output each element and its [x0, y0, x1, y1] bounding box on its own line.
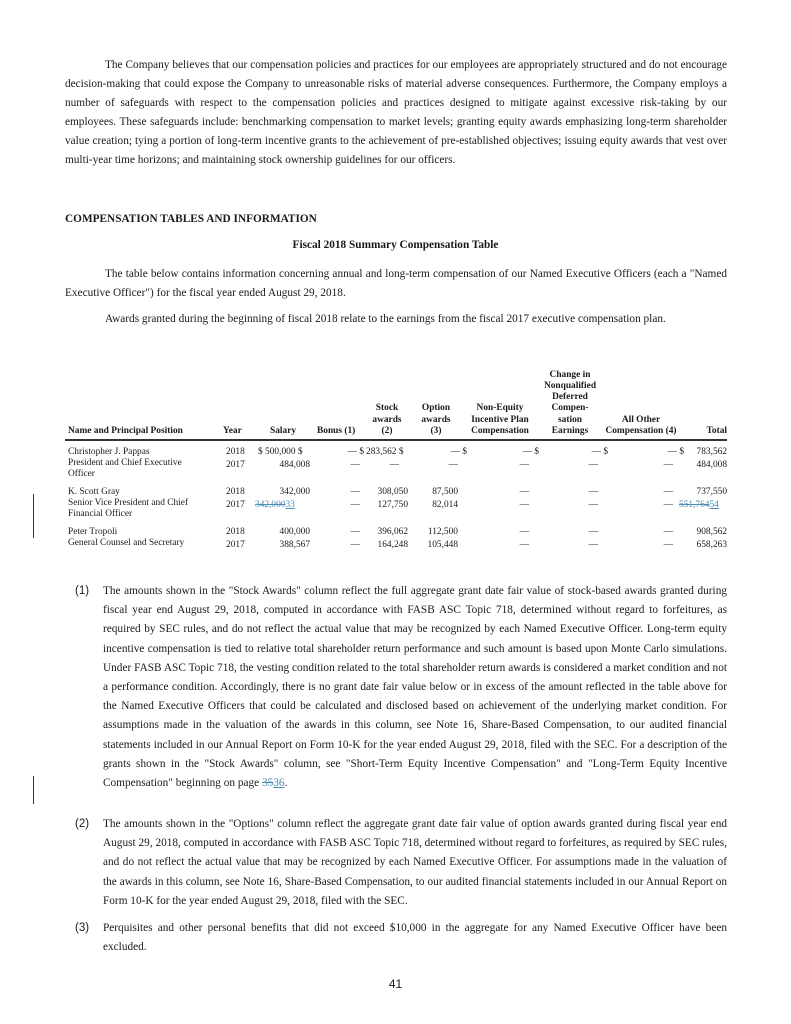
- executive-row-group: [65, 485, 727, 525]
- cell-salary: $ 500,000 $: [258, 447, 303, 457]
- footnote-text: The amounts shown in the "Options" column reflect the aggregate grant date fair value of option awards granted during fiscal year end August 29, 2018, computed in accordance with FASB ASC Topic 718, determined without regard to forfeitures, as required by SEC rules, and do not reflect the actual value that may be recognized by each Named Executive Officer. For assumptions made in the valuation of the awards in this column, see Note 16, Share-Based Compensation, to our audited financial statements included in our Annual Report on Form 10-K for the year ended August 29, 2018, filed with the SEC.: [103, 818, 727, 907]
- footnote-body: The amounts shown in the "Stock Awards" column reflect the full aggregate grant date fair value of stock-based awards granted during fiscal year end August 29, 2018, computed in accordance with FASB ASC Topic 718, determined without regard to forfeitures, as required by SEC rules, and do not reflect the actual value that may be recognized by each Named Executive Officer. Long-term equity incentive compensation is tied to relative total shareholder return performance and such amount is based upon Monte Carlo simulations. Under FASB ASC Topic 718, the vesting condition related to the total shareholder return awards is considered a market condition and not a performance condition. Accordingly, there is no grant date fair value below or in excess of the amount reflected in the table above for the Named Executive Officers that could be calculated and disclosed based on achievement of the underlying market condition. For assumptions made in the valuation of the awards in this column, see Note 16, Share-Based Compensation, to our audited financial statements included in our Annual Report on Form 10-K for the year ended August 29, 2018, filed with the SEC. For a description of the grants shown in the "Stock Awards" column, see "Short-Term Equity Incentive Compensation" and "Long-Term Equity Incentive Compensation" beginning on page: [103, 585, 727, 790]
- header-salary: Salary: [270, 425, 297, 436]
- footnote-text: [103, 582, 727, 793]
- cell-salary-revised: [255, 500, 295, 511]
- summary-compensation-table: [65, 365, 727, 565]
- cell-nonequity: —: [519, 487, 529, 497]
- header-year: Year: [223, 425, 242, 436]
- revision-change-bar: [33, 776, 34, 804]
- cell-year: 2017: [226, 540, 245, 550]
- table-title: Fiscal 2018 Summary Compensation Table: [292, 239, 499, 251]
- header-bonus: Bonus (1): [317, 425, 356, 436]
- deleted-text: 35: [261, 777, 274, 790]
- cell-other: —: [663, 500, 673, 510]
- cell-nonequity: — $: [522, 447, 539, 457]
- cell-salary: 388,567: [279, 540, 310, 550]
- cell-other: —: [663, 527, 673, 537]
- inserted-text: 33: [285, 500, 295, 510]
- header-option-awards: Option awards (3): [421, 403, 451, 436]
- cell-nonequity: —: [519, 500, 529, 510]
- inserted-text: 54: [709, 500, 719, 510]
- revision-change-bar: [33, 494, 34, 538]
- cell-stock: —: [389, 460, 399, 470]
- cell-total: 908,562: [696, 527, 727, 537]
- cell-stock: 164,248: [377, 540, 408, 550]
- awards-note-paragraph: Awards granted during the beginning of fiscal 2018 relate to the earnings from the fiscal 2017 executive compensation plan.: [105, 313, 666, 325]
- cell-deferred: —: [588, 500, 598, 510]
- deleted-text: 551,764: [679, 500, 710, 510]
- cell-option: 105,448: [427, 540, 458, 550]
- footnote-number: (3): [75, 922, 90, 934]
- cell-year: 2017: [226, 500, 245, 510]
- cell-other: —: [663, 540, 673, 550]
- header-total: Total: [706, 425, 727, 436]
- cell-total: 783,562: [696, 447, 727, 457]
- cell-other: —: [663, 460, 673, 470]
- cell-stock: 127,750: [377, 500, 408, 510]
- cell-nonequity: —: [519, 540, 529, 550]
- footnote-2: [65, 815, 727, 911]
- section-heading: COMPENSATION TABLES AND INFORMATION: [65, 213, 317, 225]
- cell-total-revised: [679, 500, 719, 511]
- executive-name: Peter Tropoli: [68, 527, 118, 537]
- header-name: Name and Principal Position: [68, 425, 183, 436]
- cell-year: 2017: [226, 460, 245, 470]
- cell-option: 82,014: [432, 500, 458, 510]
- footnote-1: [65, 582, 727, 793]
- header-non-equity: Non-Equity Incentive Plan Compensation: [471, 403, 529, 436]
- deleted-text: 342,000: [255, 500, 286, 510]
- executive-position: Senior Vice President and Chief Financial Officer: [68, 498, 189, 519]
- cell-salary: 400,000: [279, 527, 310, 537]
- intro-paragraph: The Company believes that our compensation policies and practices for our employees are appropriately structured and do not encourage decision-making that could expose the Company to unreasonable risks of material adverse consequences. Furthermore, the Company employs a number of safeguards with respect to the compensation policies and practices designed to mitigate against excessive risk-taking by our employees. These safeguards include: benchmarking compensation to market levels; granting equity awards emphasizing long-term shareholder value creation; tying a portion of long-term incentive grants to the achievement of pre-established objectives; issuing equity awards that vest over multi-year time horizons; and maintaining stock ownership guidelines for our officers.: [65, 59, 727, 166]
- cell-bonus: —: [350, 527, 360, 537]
- cell-bonus: —: [350, 500, 360, 510]
- cell-salary: 484,008: [279, 460, 310, 470]
- footnote-number: (1): [75, 585, 90, 597]
- cell-total: 484,008: [696, 460, 727, 470]
- cell-year: 2018: [226, 527, 245, 537]
- cell-option: 87,500: [432, 487, 458, 497]
- executive-row-group: [65, 525, 727, 565]
- cell-option: —: [448, 460, 458, 470]
- executive-name: K. Scott Gray: [68, 487, 120, 497]
- cell-deferred: — $: [591, 447, 608, 457]
- cell-option: 112,500: [427, 527, 458, 537]
- page-number: 41: [388, 977, 403, 991]
- cell-stock: 283,562 $: [366, 447, 404, 457]
- footnote-number: (2): [75, 818, 90, 830]
- cell-total: 658,263: [696, 540, 727, 550]
- table-header: [65, 365, 727, 441]
- table-intro-paragraph: The table below contains information concerning annual and long-term compensation of our Named Executive Officers (each a "Named Executive Officer") for the fiscal year ended August 29, 2018.: [65, 268, 727, 299]
- cell-deferred: —: [588, 487, 598, 497]
- cell-salary: 342,000: [279, 487, 310, 497]
- header-deferred-comp: Change in Nonqualified Deferred Compen- sation Earnings: [543, 369, 597, 436]
- cell-deferred: —: [588, 540, 598, 550]
- footnote-text: Perquisites and other personal benefits that did not exceed $10,000 in the aggregate for any Named Executive Officer have been excluded.: [103, 922, 727, 954]
- cell-deferred: —: [588, 527, 598, 537]
- executive-position: General Counsel and Secretary: [68, 538, 185, 548]
- header-stock-awards: Stock awards (2): [372, 403, 402, 436]
- cell-option: — $: [450, 447, 467, 457]
- cell-bonus: —: [350, 487, 360, 497]
- cell-deferred: —: [588, 460, 598, 470]
- footnote-end: .: [284, 777, 288, 790]
- cell-nonequity: —: [519, 460, 529, 470]
- executive-name: Christopher J. Pappas: [68, 447, 150, 457]
- inserted-text: 36: [273, 777, 285, 790]
- cell-other: —: [663, 487, 673, 497]
- cell-total: 737,550: [696, 487, 727, 497]
- cell-bonus: — $: [347, 447, 364, 457]
- executive-position: President and Chief Executive Officer: [68, 458, 182, 479]
- cell-year: 2018: [226, 447, 245, 457]
- executive-row-group: [65, 445, 727, 485]
- cell-stock: 396,062: [377, 527, 408, 537]
- cell-year: 2018: [226, 487, 245, 497]
- cell-bonus: —: [350, 460, 360, 470]
- cell-stock: 308,050: [377, 487, 408, 497]
- cell-other: — $: [667, 447, 684, 457]
- cell-nonequity: —: [519, 527, 529, 537]
- cell-bonus: —: [350, 540, 360, 550]
- header-all-other: All Other Compensation (4): [605, 414, 677, 436]
- footnote-3: [65, 919, 727, 957]
